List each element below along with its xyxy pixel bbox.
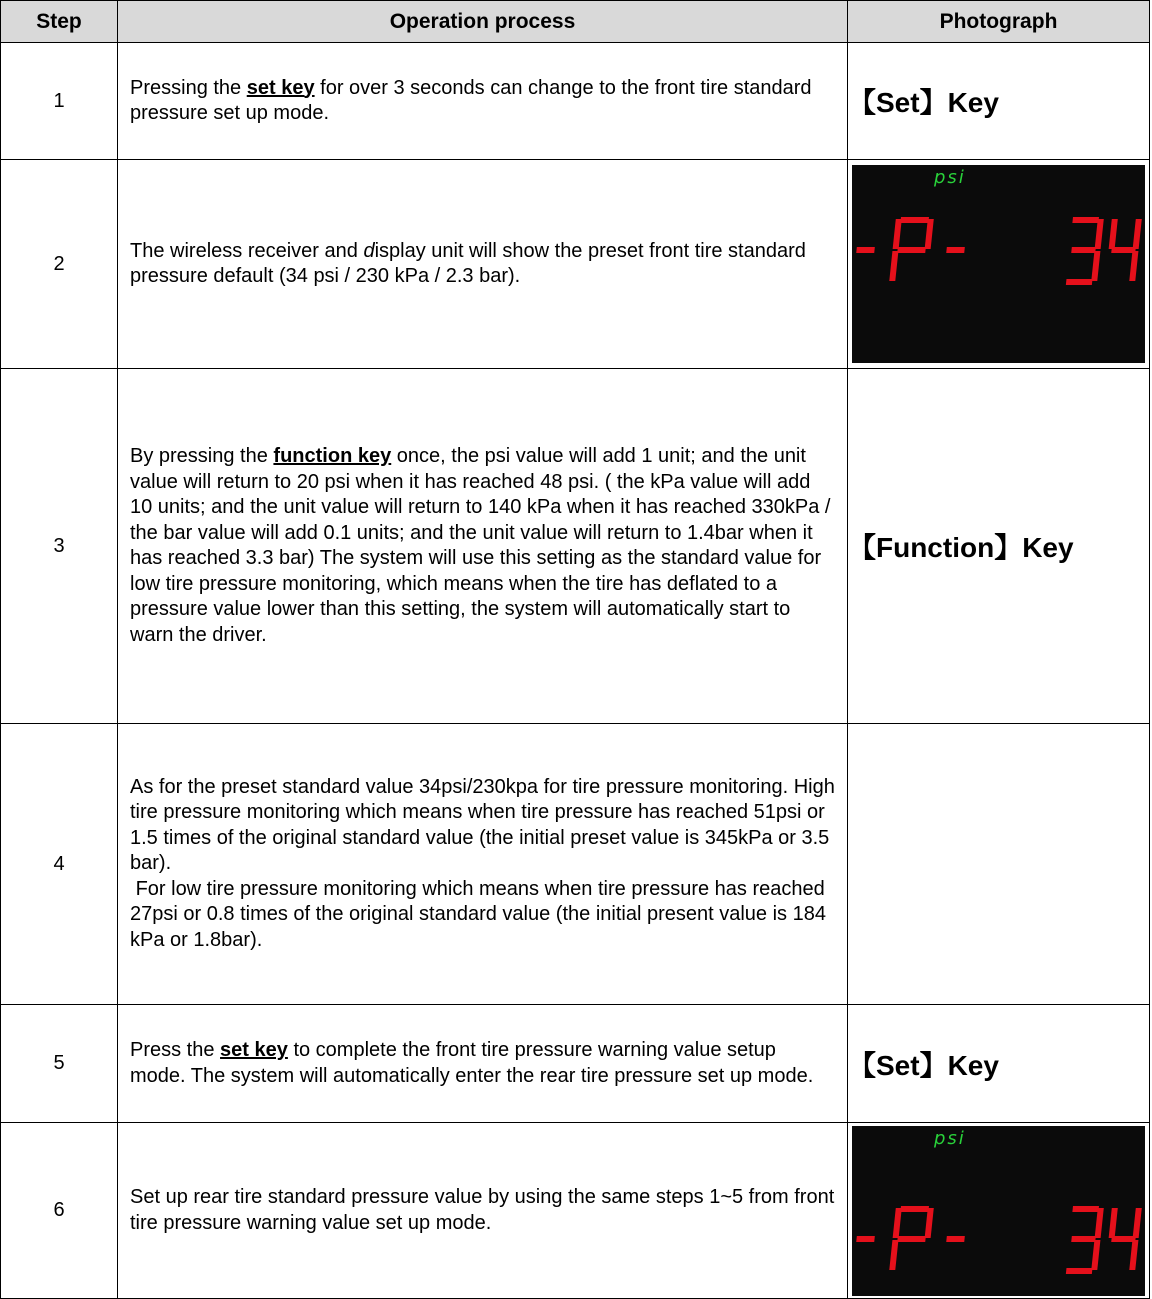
operation-text	[118, 724, 848, 1005]
table-row	[1, 43, 1150, 160]
header-operation: Operation process	[118, 1, 848, 43]
op-text: isplay unit will show the preset front tire standard pressure default (34 psi / 230 kPa / 2.3 bar).	[130, 239, 806, 287]
table-row	[1, 1123, 1150, 1299]
photograph-cell	[848, 1005, 1150, 1123]
step-number: 4	[1, 724, 118, 1005]
photograph-cell	[848, 369, 1150, 724]
function-key-label: 【Function】Key	[848, 532, 1074, 563]
header-photograph: Photograph	[848, 1, 1150, 43]
op-text: By pressing the	[130, 445, 274, 467]
op-text-italic: d	[363, 239, 375, 262]
table-row	[1, 724, 1150, 1005]
operation-text	[118, 43, 848, 160]
lcd-display-photo	[852, 1126, 1145, 1296]
step-number: 6	[1, 1123, 118, 1299]
op-text: The wireless receiver and	[130, 239, 364, 262]
step-number: 3	[1, 369, 118, 724]
op-text: Pressing the	[130, 76, 247, 99]
step-number: 2	[1, 160, 118, 369]
lcd-segment-readout	[852, 165, 1145, 363]
table-row	[1, 1005, 1150, 1123]
header-step: Step	[1, 1, 118, 43]
op-text: Set up rear tire standard pressure value by using the same steps 1~5 from front tire pressure warning value set up mode.	[130, 1186, 835, 1234]
op-paragraph: As for the preset standard value 34psi/230kpa for tire pressure monitoring. High tire pressure monitoring which means when tire pressure has reached 51psi or 1.5 times of the original standard value (the initial preset value is 345kPa or 3.5 bar).	[130, 775, 835, 875]
function-key-keyword: function key	[273, 445, 392, 467]
step-number: 5	[1, 1005, 118, 1123]
lcd-unit-label: psi	[934, 1127, 966, 1149]
photograph-cell	[848, 43, 1150, 160]
operation-text	[118, 369, 848, 724]
step-number: 1	[1, 43, 118, 160]
op-paragraph: For low tire pressure monitoring which means when tire pressure has reached 27psi or 0.8 times of the original standard value (the initial present value is 184 kPa or 1.8bar).	[130, 877, 832, 951]
set-key-label: 【Set】Key	[848, 1049, 999, 1081]
op-text: for over 3 seconds can change to the front tire standard pressure set up mode.	[130, 76, 812, 124]
op-text: Press the	[130, 1039, 221, 1061]
table-row	[1, 369, 1150, 724]
table-row	[1, 160, 1150, 369]
set-key-keyword: set key	[246, 76, 315, 99]
photograph-cell	[848, 724, 1150, 1005]
op-text: to complete the front tire pressure warning value setup mode. The system will automatically enter the rear tire pressure set up mode.	[130, 1039, 814, 1087]
operation-text	[118, 1123, 848, 1299]
lcd-unit-label: psi	[934, 167, 966, 188]
lcd-display-photo	[852, 165, 1145, 363]
operation-text	[118, 160, 848, 369]
photograph-cell	[848, 1123, 1150, 1299]
set-key-keyword: set key	[220, 1039, 288, 1061]
op-text: once, the psi value will add 1 unit; and the unit value will return to 20 psi when it has reached 48 psi. ( the kPa value will add 10 units; and the unit value will return to 140 kPa when it has reached 330kPa / the bar value will add 0.1 units; and the unit value will return to 1.4bar when it has reached 3.3 bar) The system will use this setting as the standard value for low tire pressure monitoring, which means when the tire has deflated to a pressure value lower than this setting, the system will automatically start to warn the driver.	[130, 445, 831, 646]
table-header-row	[1, 1, 1150, 43]
set-key-label: 【Set】Key	[848, 87, 999, 118]
photograph-cell	[848, 160, 1150, 369]
operation-text	[118, 1005, 848, 1123]
lcd-segment-readout	[852, 1126, 1145, 1296]
